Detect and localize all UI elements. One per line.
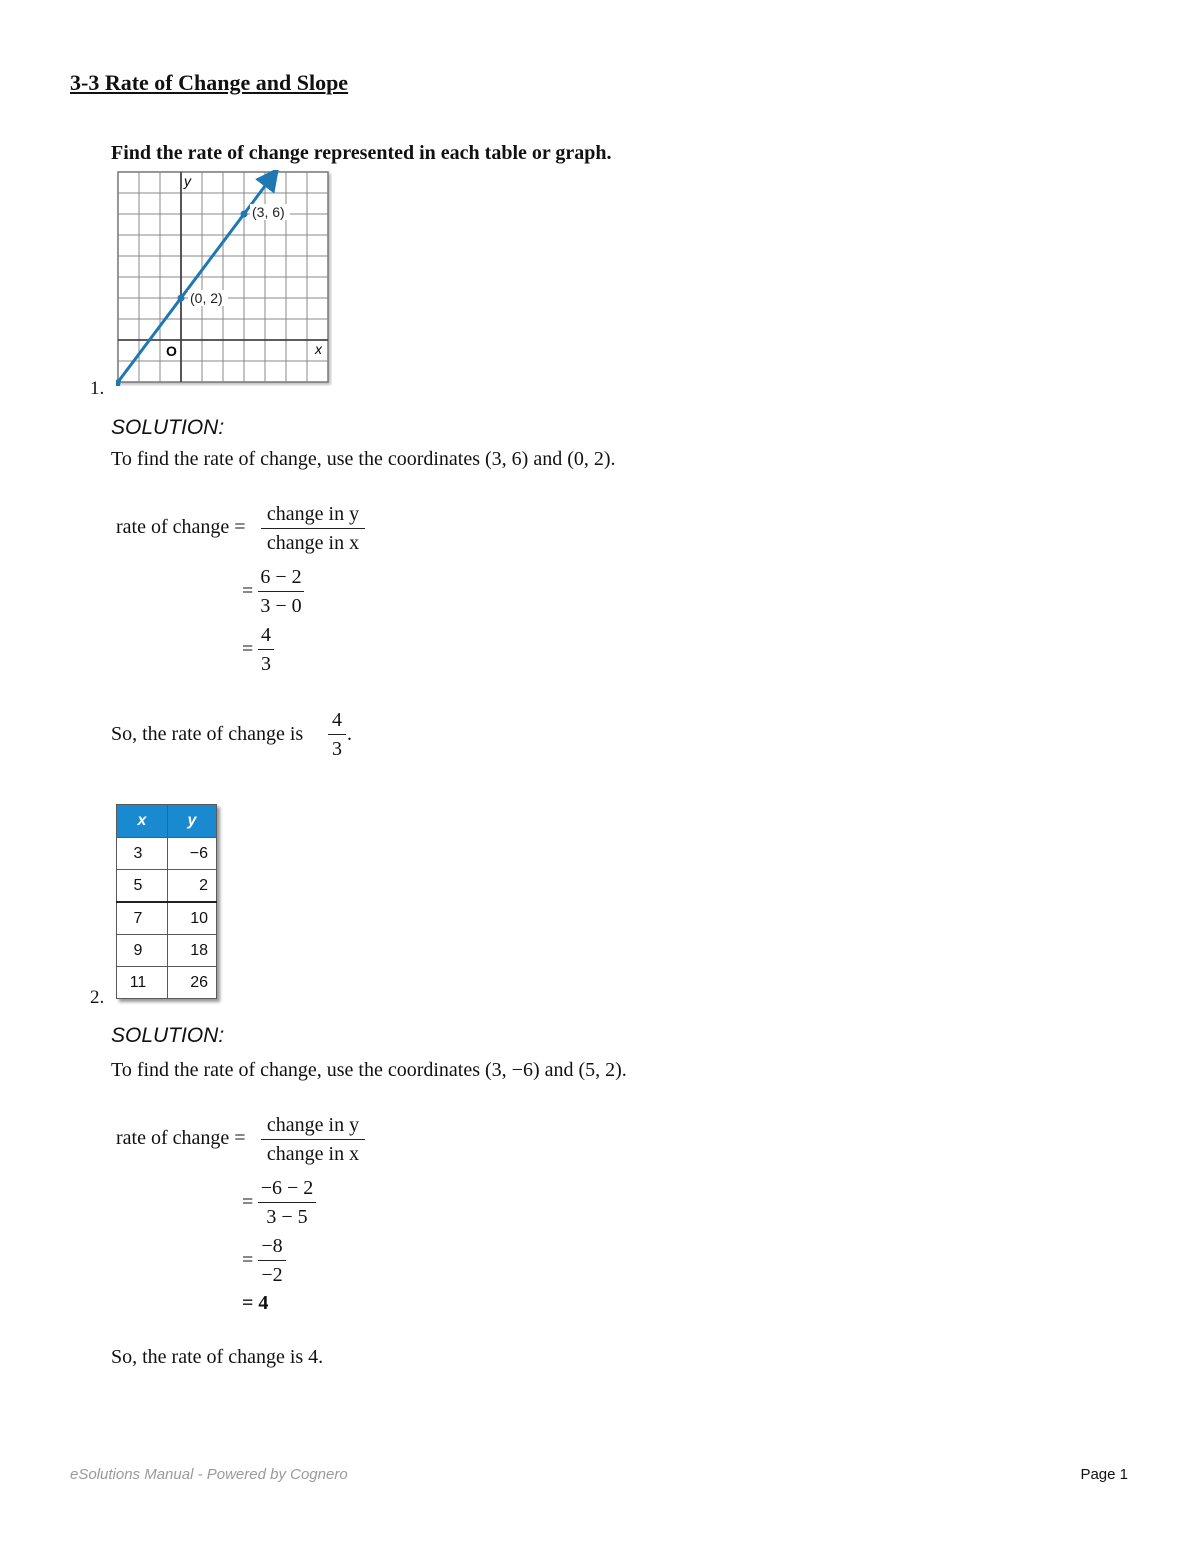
problem1-eq3: = (242, 638, 254, 660)
problem2-eq2: = (242, 1191, 254, 1213)
page-title: 3-3 Rate of Change and Slope (70, 70, 349, 95)
table-row (117, 935, 217, 967)
table-cell: 10 (168, 902, 217, 935)
problem2-number: 2. (90, 987, 105, 1008)
problem2-solution-label: SOLUTION: (111, 1024, 225, 1047)
problem2-table (116, 804, 217, 999)
table-cell: 9 (117, 935, 168, 967)
point-0-2 (178, 295, 185, 302)
table-header-x: x (117, 805, 168, 838)
problem2-intro: To find the rate of change, use the coordinates (3, −6) and (5, 2). (111, 1059, 627, 1081)
problem1-frac1: change in y change in x (261, 500, 365, 557)
problem2-frac3: −8 −2 (258, 1232, 286, 1289)
problem1-eq2: = (242, 580, 254, 602)
problem1-frac3: 4 3 (258, 621, 274, 678)
problem1-frac2: 6 − 2 3 − 0 (258, 563, 304, 620)
y-axis-label: y (184, 173, 191, 189)
problem2-final: = 4 (242, 1292, 269, 1314)
origin-label: O (166, 343, 177, 359)
table-cell: 7 (117, 902, 168, 935)
problem1-intro: To find the rate of change, use the coordinates (3, 6) and (0, 2). (111, 448, 616, 470)
problem1-conclusion-frac: 4 3 (328, 706, 346, 763)
footer-page-number: Page 1 (1080, 1466, 1128, 1483)
point-b-label: (0, 2) (190, 290, 223, 306)
problem2-frac1: change in y change in x (261, 1111, 365, 1168)
problem2-conclusion: So, the rate of change is 4. (111, 1346, 324, 1368)
table-cell: 26 (168, 967, 217, 999)
table-cell: 5 (117, 870, 168, 903)
problem1-number: 1. (90, 378, 105, 399)
table-cell: 2 (168, 870, 217, 903)
problem2-table-wrap (116, 804, 217, 999)
table-cell: 11 (117, 967, 168, 999)
footer-left: eSolutions Manual - Powered by Cognero (70, 1466, 348, 1483)
problem1-solution-label: SOLUTION: (111, 416, 225, 439)
problem1-lhs: rate of change = (116, 516, 246, 538)
instructions: Find the rate of change represented in each table or graph. (111, 142, 612, 164)
table-cell: 18 (168, 935, 217, 967)
table-row (117, 967, 217, 999)
problem2-lhs: rate of change = (116, 1127, 246, 1149)
x-axis-label: x (315, 341, 322, 357)
table-cell: 3 (117, 838, 168, 870)
point-a-label: (3, 6) (252, 204, 285, 220)
table-row (117, 870, 217, 903)
problem2-frac2: −6 − 2 3 − 5 (258, 1174, 316, 1231)
table-cell: −6 (168, 838, 217, 870)
problem1-graph (116, 170, 332, 386)
problem1-conclusion: So, the rate of change is (111, 723, 304, 745)
point-3-6 (241, 211, 248, 218)
table-row (117, 838, 217, 870)
problem2-eq3: = (242, 1249, 254, 1271)
table-row (117, 902, 217, 935)
problem1-conclusion-period: . (347, 723, 352, 745)
table-header-y: y (168, 805, 217, 838)
